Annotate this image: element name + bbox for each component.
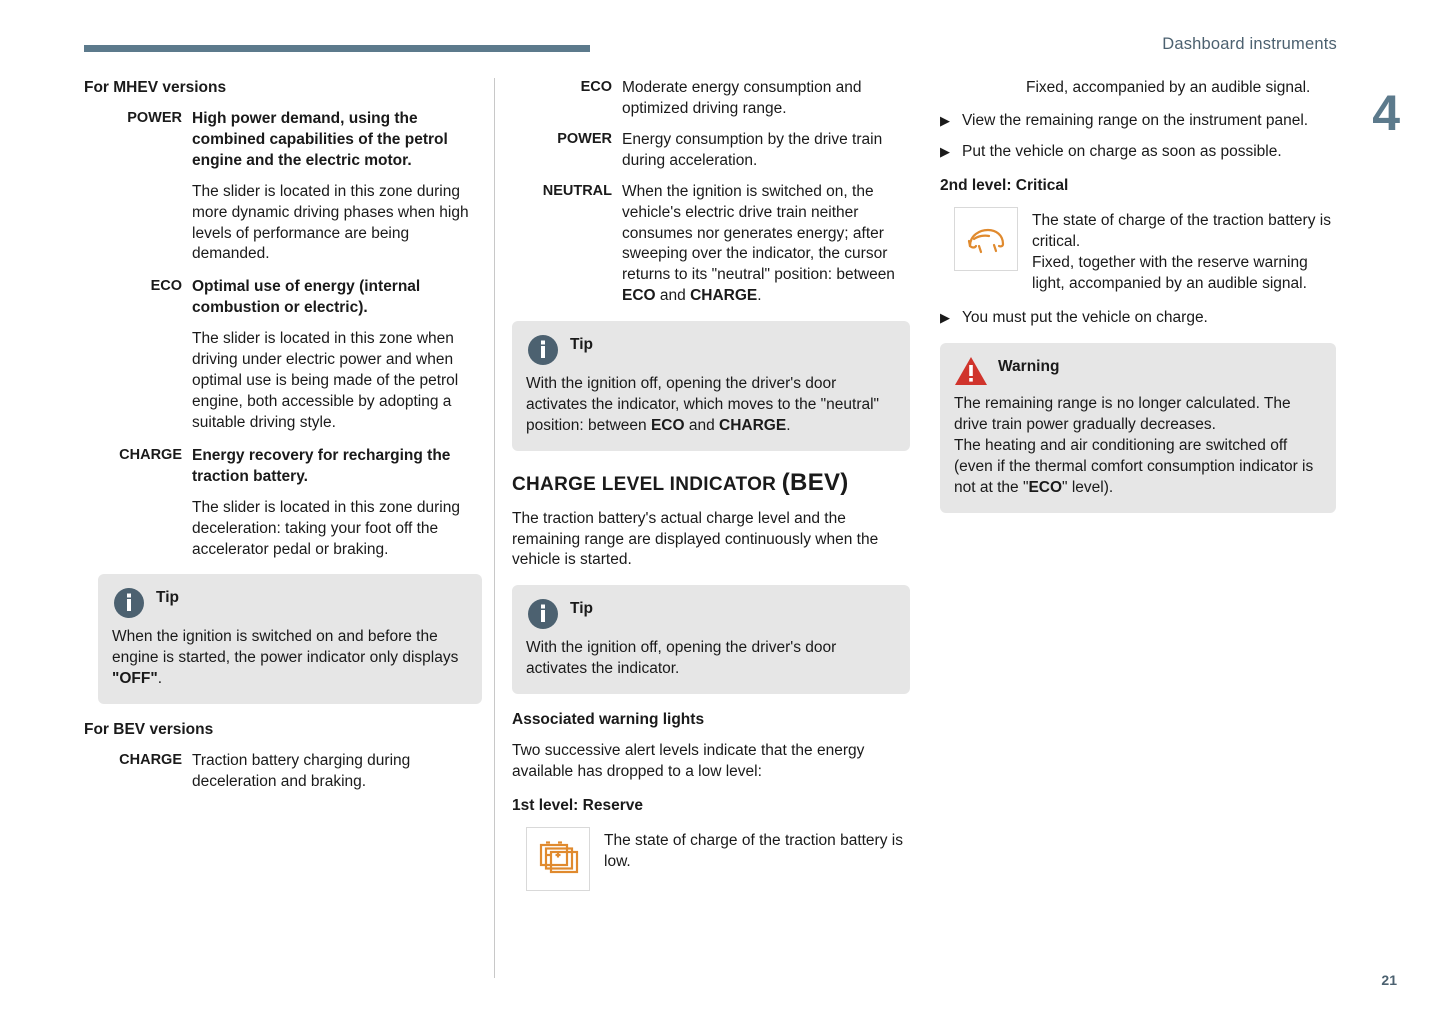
eco2-term: ECO [580, 79, 612, 95]
eco-definition-row [84, 277, 482, 319]
bullet-must-charge-text: You must put the vehicle on charge. [962, 309, 1208, 327]
header-title: Dashboard instruments [1162, 35, 1337, 53]
warning-text-1: The remaining range is no longer calculated. The drive train power gradually decreases. [954, 395, 1291, 434]
info-icon [526, 333, 560, 372]
charge-definition-row [84, 446, 482, 488]
triangle-bullet-icon: ▶ [940, 310, 950, 326]
header-rule [84, 45, 590, 52]
mhev-heading: For MHEV versions [84, 79, 227, 96]
neutral-text-1: When the ignition is switched on, the vehicle's electric drive train neither consumes nor generates energy; after sweeping over the indicator, the cursor returns to its "neutral" position: between [622, 182, 895, 284]
neutral-text-2: and [655, 287, 691, 305]
tip-header [112, 586, 468, 625]
level1-icon-row [526, 827, 910, 891]
level2-heading: 2nd level: Critical [940, 176, 1069, 194]
level2-icon-row [954, 207, 1336, 295]
power-definition-row [84, 109, 482, 172]
level2-text-line2: Fixed, together with the reserve warning light, accompanied by an audible signal. [1032, 253, 1308, 292]
eco2-description: Moderate energy consumption and optimized driving range. [622, 79, 862, 117]
chapter-number: 4 [1372, 85, 1400, 141]
power2-description: Energy consumption by the drive train during acceleration. [622, 130, 883, 169]
warning-body [954, 394, 1322, 499]
level1-heading: 1st level: Reserve [512, 796, 643, 814]
associated-warning-lights-heading: Associated warning lights [512, 711, 705, 729]
eco2-definition-row [512, 78, 910, 120]
bullet-view-range-text: View the remaining range on the instrument panel. [962, 111, 1309, 129]
warning-bold: ECO [1028, 479, 1063, 497]
bev-heading: For BEV versions [84, 721, 214, 739]
warning-text-3: " level). [1062, 479, 1114, 497]
info-icon [112, 586, 146, 625]
tip-box-power-indicator [98, 574, 482, 704]
section-title-charge-level-indicator [512, 469, 910, 497]
warning-label: Warning [998, 358, 1060, 376]
column-3 [940, 78, 1336, 529]
bullet-must-charge [940, 308, 1336, 329]
level1-text: The state of charge of the traction battery is low. [604, 831, 903, 870]
bev-charge-description: Traction battery charging during deceleration and braking. [192, 752, 411, 791]
tip1-body [526, 374, 896, 437]
bullet-view-range [940, 111, 1336, 132]
bullet-put-on-charge-text: Put the vehicle on charge as soon as possible. [962, 142, 1282, 160]
tip1-header [526, 333, 896, 372]
warning-triangle-icon [954, 355, 988, 392]
charge-detail: The slider is located in this zone during deceleration: taking your foot off the accelerator pedal or braking. [192, 498, 460, 558]
bullet-put-on-charge [940, 142, 1336, 163]
neutral-term: NEUTRAL [542, 182, 612, 199]
triangle-bullet-icon: ▶ [940, 143, 950, 159]
tip-box-neutral [512, 321, 910, 451]
associated-warning-lights-text: Two successive alert levels indicate that the energy available has dropped to a low level: [512, 742, 865, 781]
info-icon [526, 597, 560, 636]
eco-term: ECO [150, 278, 182, 295]
level2-text [1032, 207, 1336, 295]
neutral-bold-1: ECO [622, 287, 656, 305]
section-title-main: CHARGE LEVEL INDICATOR [512, 473, 782, 495]
neutral-description [622, 182, 910, 308]
tip1-bold-1: ECO [650, 417, 685, 435]
neutral-bold-2: CHARGE [690, 287, 758, 305]
level2-text-line1: The state of charge of the traction battery is critical. [1032, 211, 1331, 250]
tip2-header [526, 597, 896, 636]
tip-label: Tip [156, 589, 179, 607]
warning-header [954, 355, 1322, 392]
triangle-bullet-icon: ▶ [940, 112, 950, 128]
bev-charge-term: CHARGE [119, 752, 182, 769]
turtle-icon [954, 207, 1018, 271]
tip-text-1: When the ignition is switched on and before the engine is started, the power indicator only displays [112, 628, 459, 667]
tip1-label: Tip [570, 336, 593, 354]
power-detail: The slider is located in this zone during more dynamic driving phases when high levels of performance are being demanded. [192, 182, 469, 263]
charge-indicator-intro: The traction battery's actual charge level and the remaining range are displayed continuously when the vehicle is started. [512, 509, 879, 569]
charge-description: Energy recovery for recharging the traction battery. [192, 446, 451, 485]
neutral-text-3: . [757, 287, 762, 305]
tip2-body: With the ignition off, opening the driver's door activates the indicator. [526, 639, 837, 678]
charge-term: CHARGE [119, 446, 182, 463]
tip1-text-1: With the ignition off, opening the driver's door activates the indicator, which moves to the "neutral" position: between [526, 375, 880, 435]
bev-charge-definition-row [84, 751, 482, 793]
eco-description: Optimal use of energy (internal combustion or electric). [192, 278, 421, 317]
page-number: 21 [1381, 972, 1397, 988]
section-title-suffix: (BEV) [781, 468, 849, 496]
neutral-definition-row [512, 182, 910, 308]
eco-detail: The slider is located in this zone when driving under electric power and when optimal use is being made of the petrol engine, both accessible by adopting a suitable driving style. [192, 330, 459, 431]
power-description: High power demand, using the combined capabilities of the petrol engine and the electric motor. [192, 109, 448, 169]
column-divider [494, 78, 495, 978]
tip1-bold-2: CHARGE [719, 417, 787, 435]
column-1 [84, 78, 482, 803]
tip-text-bold: "OFF" [112, 670, 158, 688]
tip-body [112, 627, 468, 690]
tip1-text-2: and [684, 417, 720, 435]
power2-definition-row [512, 130, 910, 172]
warning-box [940, 343, 1336, 513]
tip-box-ignition-off [512, 585, 910, 694]
warning-text-2: The heating and air conditioning are switched off (even if the thermal comfort consumption indicator is not at the " [954, 437, 1314, 497]
tip-text-2: . [157, 670, 163, 688]
continued-text: Fixed, accompanied by an audible signal. [1026, 79, 1311, 96]
battery-low-icon [526, 827, 590, 891]
power-term: POWER [127, 109, 182, 126]
power2-term: POWER [557, 130, 612, 147]
column-2 [512, 78, 910, 905]
tip1-text-3: . [786, 417, 791, 435]
tip2-label: Tip [570, 600, 593, 618]
